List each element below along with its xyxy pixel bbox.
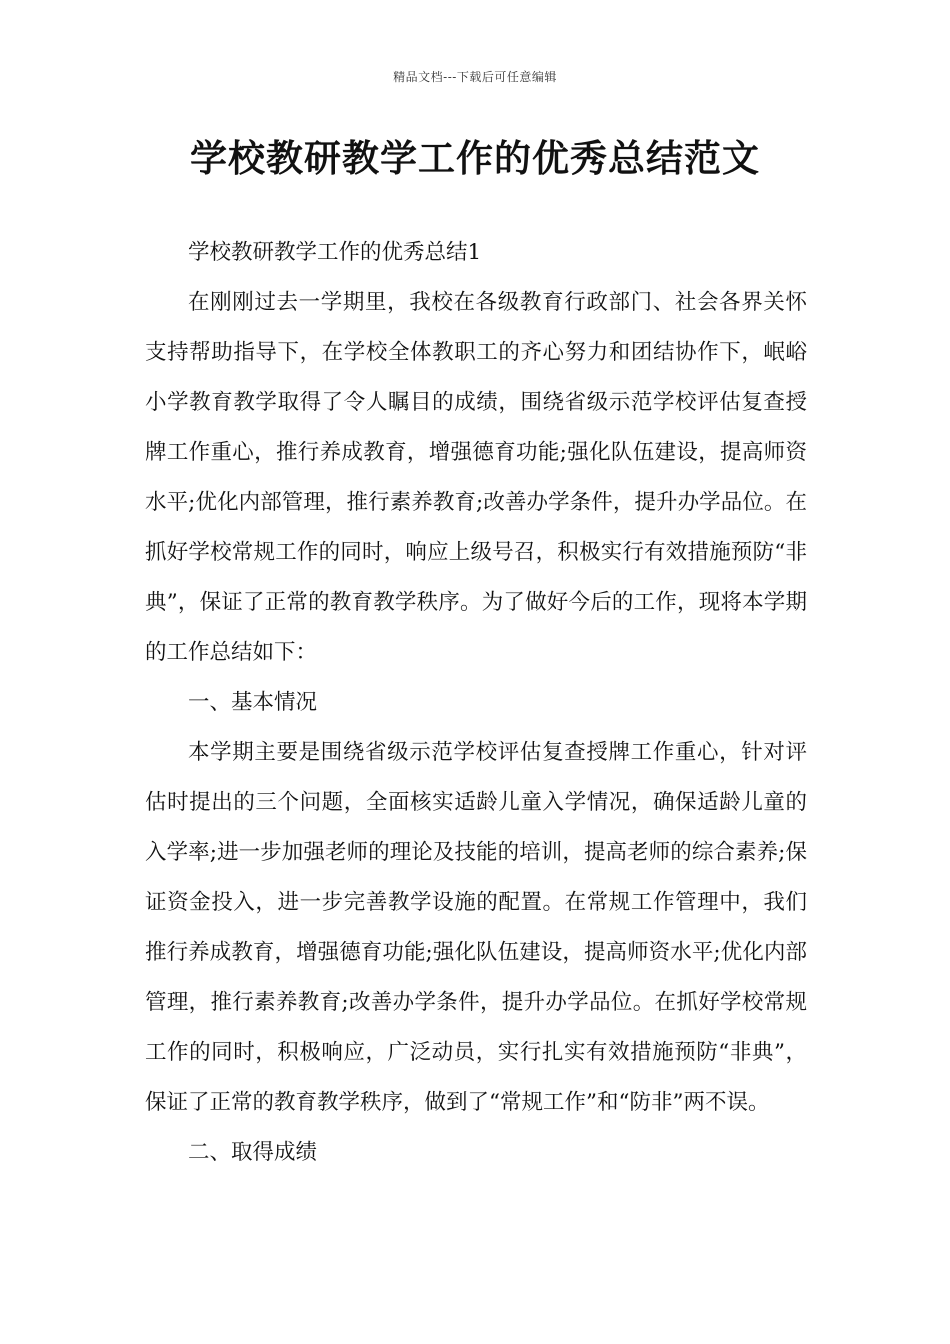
intro-paragraph: 在刚刚过去一学期里，我校在各级教育行政部门、社会各界关怀支持帮助指导下，在学校全体教职工的齐心努力和团结协作下，岷峪小学教育教学取得了令人瞩目的成绩，围绕省级示范学校评估复查授牌工作重心，推行养成教育，增强德育功能;强化队伍建设，提高师资水平;优化内部管理，推行素养教育;改善办学条件，提升办学品位。在抓好学校常规工作的同时，响应上级号召，积极实行有效措施预防“非典”，保证了正常的教育教学秩序。为了做好今后的工作，现将本学期的工作总结如下： [145, 290, 807, 665]
basic-situation-paragraph: 本学期主要是围绕省级示范学校评估复查授牌工作重心，针对评估时提出的三个问题，全面核实适龄儿童入学情况，确保适龄儿童的入学率;进一步加强老师的理论及技能的培训，提高老师的综合素养;保证资金投入，进一步完善教学设施的配置。在常规工作管理中，我们推行养成教育，增强德育功能;强化队伍建设，提高师资水平;优化内部管理，推行素养教育;改善办学条件，提升办学品位。在抓好学校常规工作的同时，积极响应，广泛动员，实行扎实有效措施预防“非典”，保证了正常的教育教学秩序，做到了“常规工作”和“防非”两不误。 [145, 740, 807, 1115]
header-note: 精品文档---下载后可任意编辑 [393, 70, 557, 84]
section-subtitle: 学校教研教学工作的优秀总结1 [188, 240, 482, 265]
section-heading-achievements: 二、取得成绩 [188, 1140, 318, 1165]
document-title: 学校教研教学工作的优秀总结范文 [190, 137, 760, 180]
document-body [145, 228, 807, 1178]
section-heading-basic: 一、基本情况 [188, 690, 318, 715]
